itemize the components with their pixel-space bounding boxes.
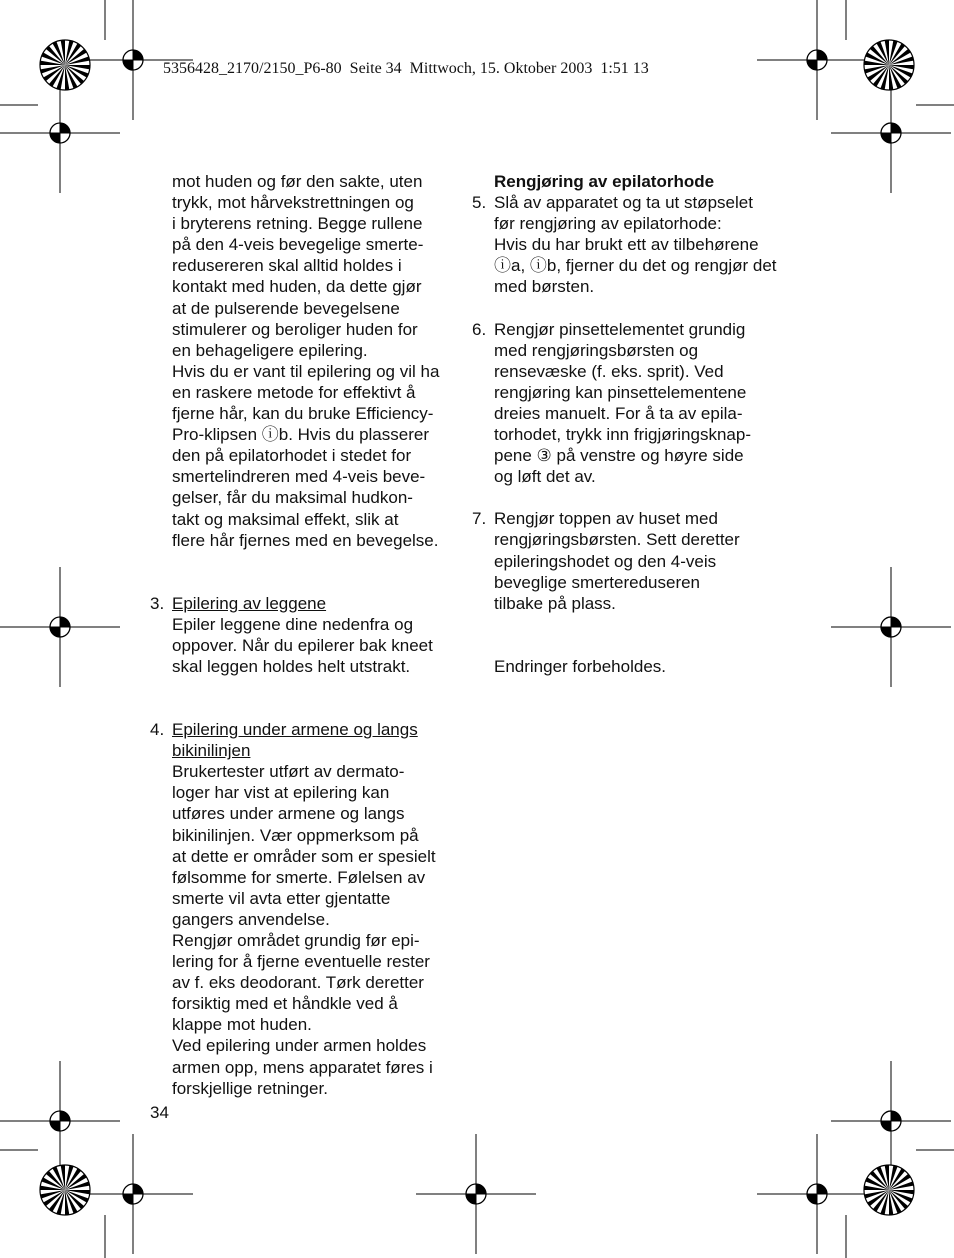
body-line: utføres under armene og langs — [172, 804, 405, 824]
body-line: Brukertester utført av dermato- — [172, 762, 405, 782]
intro-line: i bryterens retning. Begge rullene — [172, 214, 423, 234]
body-line: beveglige smertereduseren — [494, 572, 701, 592]
body-line: før rengjøring av epilatorhode: — [494, 214, 722, 234]
intro-line: på den 4-veis bevegelige smerte- — [172, 235, 424, 255]
item-number: 5. — [472, 193, 487, 213]
intro-line: smertelindreren med 4-veis beve- — [172, 467, 426, 487]
intro-line: flere hår fjernes med en bevegelse. — [172, 530, 439, 550]
body-line: av f. eks deodorant. Tørk deretter — [172, 973, 424, 993]
intro-line: trykk, mot hårvekstrettningen og — [172, 193, 414, 213]
body-line: med rengjøringsbørsten og — [494, 340, 699, 360]
body-line: at dette er områder som er spesielt — [172, 846, 436, 866]
body-line: Rengjør toppen av huset med — [494, 509, 718, 529]
step-6 — [472, 319, 804, 488]
intro-line: takt og maksimal effekt, slik at — [172, 509, 399, 529]
intro-line: mot huden og før den sakte, uten — [172, 172, 423, 191]
intro-line: en raskere metode for effektivt å — [172, 382, 416, 402]
body-line: oppover. Når du epilerer bak kneet — [172, 635, 433, 655]
intro-line: den på epilatorhodet i stedet for — [172, 446, 412, 466]
intro-line: fjerne hår, kan du bruke Efficiency- — [172, 404, 434, 424]
section-heading: Epilering av leggene — [172, 593, 327, 613]
body-line: rengjøringsbørsten. Sett deretter — [494, 530, 740, 550]
body-line: skal leggen holdes helt utstrakt. — [172, 656, 411, 676]
item-number: 4. — [150, 720, 165, 740]
body-line: rensevæske (f. eks. sprit). Ved — [494, 361, 724, 381]
body-line: Rengjør pinsettelementet grundig — [494, 319, 746, 339]
starburst-target — [864, 40, 914, 90]
intro-line: kontakt med huden, da dette gjør — [172, 277, 422, 297]
body-line: forsiktig med et håndkle ved å — [172, 994, 398, 1014]
starburst-target — [40, 1165, 90, 1215]
section-underarm-bikini — [150, 719, 472, 1099]
body-line: følsomme for smerte. Følelsen av — [172, 867, 426, 887]
body-line: tilbake på plass. — [494, 593, 616, 613]
body-line: Slå av apparatet og ta ut støpselet — [494, 193, 753, 213]
cleaning-heading: Rengjøring av epilatorhode — [494, 172, 715, 191]
step-7 — [472, 508, 804, 613]
step-5 — [472, 192, 804, 297]
changes-reserved-note: Endringer forbeholdes. — [494, 656, 667, 676]
body-line: loger har vist at epilering kan — [172, 783, 390, 803]
section-heading: bikinilinjen — [172, 741, 251, 761]
right-column — [472, 171, 804, 677]
body-line: bikinilinjen. Vær oppmerksom på — [172, 825, 419, 845]
page-number: 34 — [150, 1103, 169, 1122]
body-line: lering for å fjerne eventuelle rester — [172, 952, 430, 972]
left-column — [150, 171, 472, 1099]
body-line: smerte vil avta etter gjentatte — [172, 888, 391, 908]
intro-line: stimulerer og beroliger huden for — [172, 319, 418, 339]
body-line: epileringshodet og den 4-veis — [494, 551, 717, 571]
item-number: 3. — [150, 593, 165, 613]
intro-line: Pro-klipsen ⓘb. Hvis du plasserer — [172, 425, 429, 445]
body-line: Hvis du har brukt ett av tilbehørene — [494, 235, 759, 255]
body-line: Epiler leggene dine nedenfra og — [172, 614, 414, 634]
body-line: forskjellige retninger. — [172, 1078, 328, 1098]
body-line: armen opp, mens apparatet føres i — [172, 1057, 433, 1077]
body-line: dreies manuelt. For å ta av epila- — [494, 403, 743, 423]
intro-line: redusereren skal alltid holdes i — [172, 256, 402, 276]
item-number: 7. — [472, 509, 487, 529]
intro-line: en behageligere epilering. — [172, 340, 368, 360]
body-line: Rengjør området grundig før epi- — [172, 931, 420, 950]
item-number: 6. — [472, 319, 487, 339]
section-legs — [150, 593, 472, 677]
body-line: rengjøring kan pinsettelementene — [494, 382, 747, 402]
starburst-target — [40, 40, 90, 90]
print-slug: 5356428_2170/2150_P6-80 Seite 34 Mittwoch, 15. Oktober 2003 1:51 13 — [163, 60, 649, 77]
body-line: med børsten. — [494, 277, 595, 297]
starburst-target — [864, 1165, 914, 1215]
intro-line: gelser, får du maksimal hudkon- — [172, 488, 413, 508]
section-heading: Epilering under armene og langs — [172, 720, 418, 740]
body-line: Ved epilering under armen holdes — [172, 1036, 427, 1056]
intro-line: at de pulserende bevegelsene — [172, 298, 400, 318]
intro-paragraph — [172, 171, 472, 551]
body-line: og løft det av. — [494, 467, 596, 487]
intro-line: Hvis du er vant til epilering og vil ha — [172, 361, 440, 381]
body-line: torhodet, trykk inn frigjøringsknap- — [494, 425, 751, 445]
body-line: pene ③ på venstre og høyre side — [494, 446, 744, 466]
body-line: klappe mot huden. — [172, 1015, 312, 1035]
body-line: ⓘa, ⓘb, fjerner du det og rengjør det — [494, 256, 777, 276]
body-line: gangers anvendelse. — [172, 909, 330, 929]
